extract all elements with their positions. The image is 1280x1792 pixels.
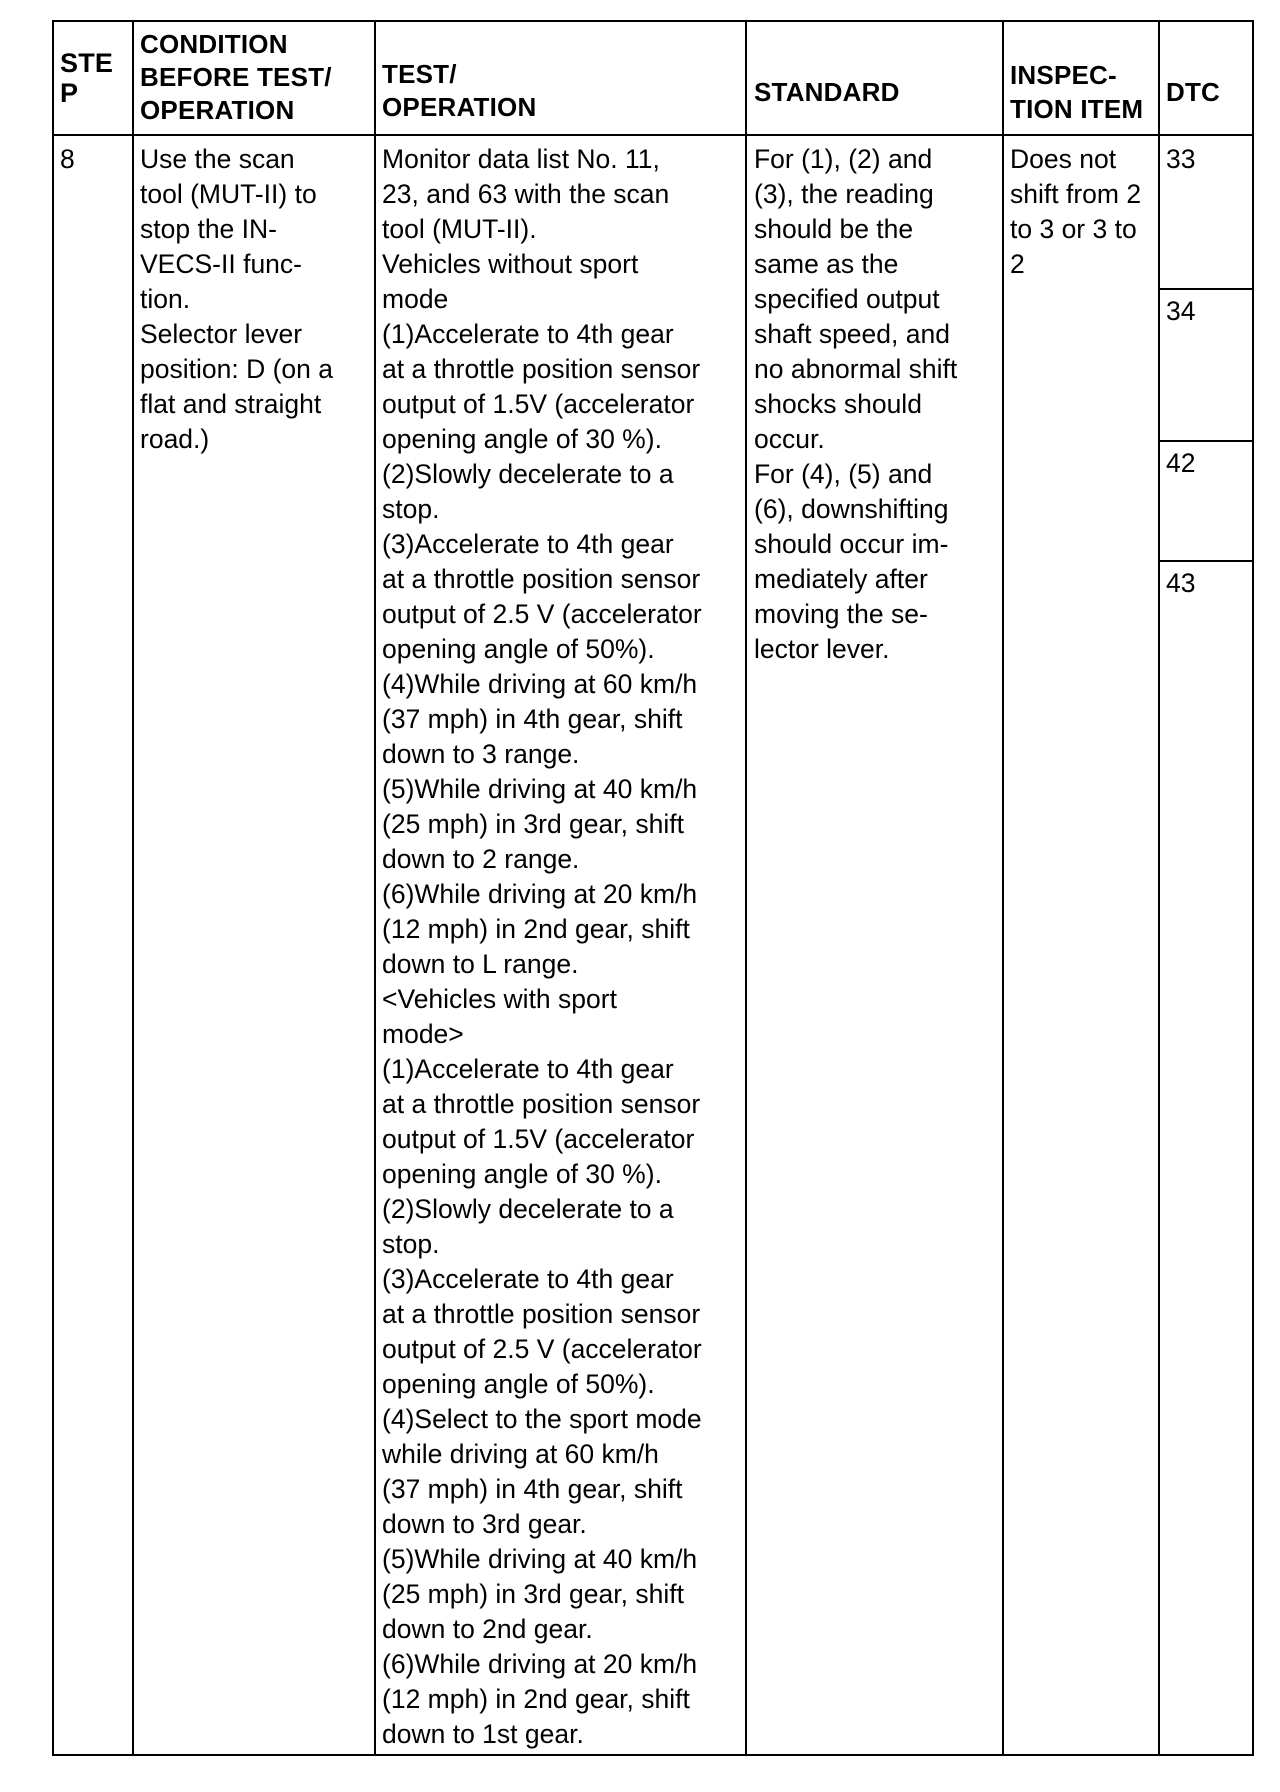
inspection-item-text: Does not shift from 2 to 3 or 3 to 2 (1010, 144, 1142, 279)
dtc-divider-3 (1158, 560, 1254, 562)
test-operation-text: Monitor data list No. 11, 23, and 63 with the scan tool (MUT-II). Vehicles without sport mode (1)Accelerate to 4th gear at a throttle position sensor output of 1.5V (accelerator opening angle of 30 %). (2)Slowly decelerate to a stop. (3)Accelerate to 4th gear at a throttle position sensor output of 2.5 V (accelerator opening angle of 50%). (4)While driving at 60 km/h (37 mph) in 4th gear, shift down to 3 range. (5)While driving at 40 km/h (25 mph) in 3rd gear, shift down to 2 range. (6)While driving at 20 km/h (12 mph) in 2nd gear, shift down to L range. <Vehicles with sport mode> (1)Accelerate to 4th gear at a throttle position sensor output of 1.5V (accelerator opening angle of 30 %). (2)Slowly decelerate to a stop. (3)Accelerate to 4th gear at a throttle position sensor output of 2.5 V (accelerator opening angle of 50%). (4)Select to the sport mode while driving at 60 km/h (37 mph) in 4th gear, shift down to 3rd gear. (5)While driving at 40 km/h (25 mph) in 3rd gear, shift down to 2nd gear. (6)While driving at 20 km/h (12 mph) in 2nd gear, shift down to 1st gear. (382, 144, 702, 1749)
step-number: 8 (60, 144, 75, 174)
dtc-code: 42 (1166, 448, 1196, 478)
table-top-border (52, 20, 1254, 22)
dtc-code: 33 (1166, 144, 1196, 174)
col-divider-1 (132, 20, 134, 1756)
col-divider-3 (745, 20, 747, 1756)
header-test-operation: TEST/ OPERATION (382, 59, 537, 122)
header-condition: CONDITION BEFORE TEST/ OPERATION (140, 29, 332, 125)
table-bottom-border (52, 1754, 1254, 1756)
header-standard: STANDARD (754, 77, 900, 107)
header-inspection-item: INSPEC- TION ITEM (1010, 60, 1144, 124)
dtc-code: 34 (1166, 296, 1196, 326)
col-divider-2 (374, 20, 376, 1756)
col-divider-5 (1158, 20, 1160, 1756)
standard-text: For (1), (2) and (3), the reading should be the same as the specified output shaft speed, and no abnormal shift shocks should occur. For (4), (5) and (6), downshifting should occur im- mediately after moving the se- lector lever. (754, 144, 958, 664)
dtc-divider-1 (1158, 288, 1254, 290)
header-step: STE P (60, 48, 114, 108)
col-divider-4 (1002, 20, 1004, 1756)
diagnostic-table (52, 20, 1254, 1756)
dtc-code: 43 (1166, 568, 1196, 598)
header-divider (52, 134, 1254, 136)
table-left-border (52, 20, 54, 1756)
dtc-divider-2 (1158, 440, 1254, 442)
table-right-border (1252, 20, 1254, 1756)
condition-text: Use the scan tool (MUT-II) to stop the IN- VECS-II func- tion. Selector lever position: D (on a flat and straight road.) (140, 144, 333, 454)
header-dtc: DTC (1166, 77, 1221, 107)
